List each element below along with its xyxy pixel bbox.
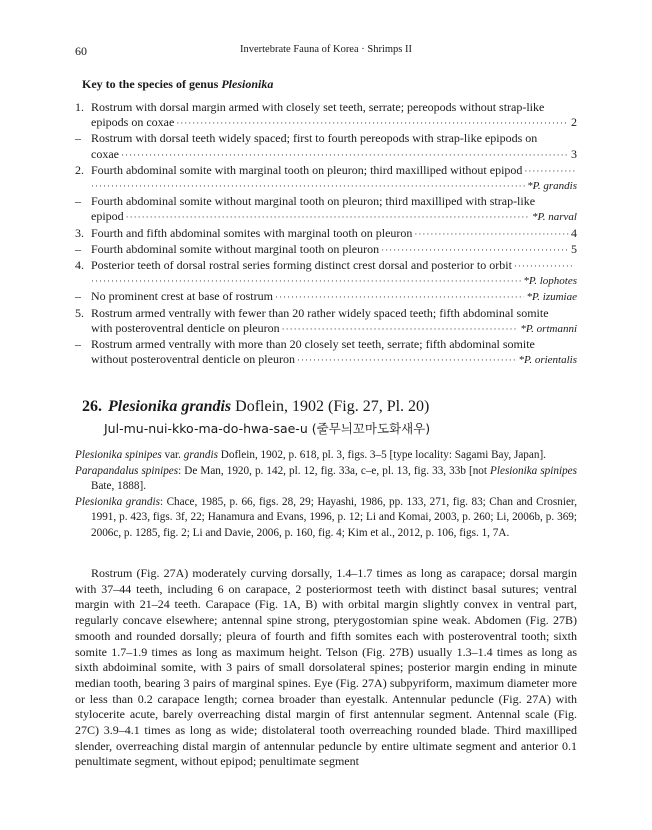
running-title: Invertebrate Fauna of Korea · Shrimps II [239,44,413,55]
leader-dots [126,210,530,225]
couplet-result: *P. ortmanni [520,322,577,335]
leader-dots [514,259,575,274]
synonym-taxon: grandis [183,449,218,461]
couplet-lead: without posteroventral denticle on pleuron [91,352,295,367]
key-title-prefix: Key to the species of genus [82,77,222,91]
couplet-result: *P. lophotes [523,275,577,288]
couplet-result: *P. orientalis [518,354,577,367]
key-couplet [75,258,577,289]
couplet-result: 3 [571,146,577,161]
couplet-lead: epipod [91,209,124,224]
couplet-lead: Fourth abdominal somite with marginal tooth on pleuron; third maxilliped without epipod [91,162,523,177]
synonymy-entry [75,448,577,464]
leader-dots [91,274,521,289]
couplet-result: *P. narval [531,211,577,224]
key-title [82,77,273,92]
couplet-text: Rostrum with dorsal teeth widely spaced; first to fourth pereopods with strap-like epipods on [91,131,538,146]
synonymy-entry [75,495,577,542]
identification-key [75,100,577,368]
key-couplet [75,100,577,131]
key-couplet [75,289,577,305]
key-couplet [75,163,577,194]
couplet-lead: epipods on coxae [91,115,175,130]
couplet-result: *P. izumiae [526,291,577,304]
korean-common-name: Jul-mu-nui-kko-ma-do-hwa-sae-u (줄무늬꼬마도화새우) [104,421,431,436]
leader-dots [176,116,569,131]
synonymy-list [75,448,577,542]
synonym-text: : Chace, 1985, p. 66, figs. 28, 29; Hayashi, 1986, pp. 133, 271, fig. 83; Chan and Crosnier, 1991, p. 423, figs. 3f, 22; Hanamura and Evans, 1996, p. 12; Li and Komai, 2003, p. 260; Li, 2006b, p. 369; 2006c, p. 1285, fig. 2; Li and Davie, 2006, p. 160, fig. 4; Kim et al., 2012, p. 106, figs. 1, 7A. [91,495,577,539]
couplet-mark: 5. [75,305,84,320]
synonym-taxon: Plesionika grandis [75,495,160,508]
synonym-text: : De Man, 1920, p. 142, pl. 12, fig. 33a, c–e, pl. 13, fig. 33, 33b [not [178,464,491,477]
couplet-lead: No prominent crest at base of rostrum [91,289,273,304]
synonym-taxon: Parapandalus spinipes [75,464,179,477]
couplet-mark: – [75,194,81,209]
key-couplet [75,131,577,162]
couplet-lead: with posteroventral denticle on pleuron [91,320,280,335]
species-heading [82,398,429,416]
couplet-lead: Fourth abdominal somite without marginal tooth on pleuron [91,241,380,256]
couplet-mark: – [75,131,81,146]
synonym-taxon: Plesionika spinipes [75,449,162,461]
couplet-text: Rostrum with dorsal margin armed with closely set teeth, serrate; pereopods without strap-like [91,100,545,114]
couplet-lead: coxae [91,146,119,161]
leader-dots [282,322,519,337]
leader-dots [275,290,525,305]
couplet-mark: – [75,241,81,256]
couplet-text: Rostrum armed ventrally with more than 20 closely set teeth, serrate; fifth abdominal somite [91,337,535,352]
couplet-mark: – [75,337,81,352]
couplet-mark: – [75,289,81,304]
couplet-mark: 2. [75,162,84,177]
species-number: 26. [82,398,102,415]
species-name: Plesionika grandis [108,398,232,415]
couplet-result: 4 [571,225,577,240]
leader-dots [297,353,517,368]
synonymy-entry [75,464,577,495]
key-couplet [75,226,577,242]
leader-dots [91,179,525,194]
key-couplet [75,242,577,258]
couplet-lead: Posterior teeth of dorsal rostral series forming distinct crest dorsal and posterior to orbit [91,258,512,273]
leader-dots [414,227,569,242]
couplet-lead: Fourth and fifth abdominal somites with marginal tooth on pleuron [91,225,413,240]
species-authority: Doflein, 1902 (Fig. 27, Pl. 20) [235,398,430,415]
leader-dots [121,148,569,163]
couplet-mark: 4. [75,258,84,273]
synonym-text: Bate, 1888]. [91,480,146,493]
key-title-genus: Plesionika [221,77,274,91]
couplet-result: 2 [571,115,577,130]
synonym-text: var. [161,449,184,461]
synonym-taxon: Plesionika spinipes [490,464,577,477]
key-couplet [75,194,577,225]
couplet-mark: 3. [75,225,84,240]
description-paragraph: Rostrum (Fig. 27A) moderately curving dorsally, 1.4–1.7 times as long as carapace; dorsal margin with 37–44 teeth, including 6 on carapace, 2 posteriormost teeth with distinct basal sutures; ventral margin with 21–24 teeth. Carapace (Fig. 1A, B) with orbital margin slightly convex in ventral part, regularly concave elsewhere; antennal spine strong, pterygostomian spine weak. Abdomen (Fig. 27B) smooth and rounded dorsally; pleura of fourth and fifth somites each with posteroventral tooth; sixth somite 1.7–1.9 times as long as maximum height. Telson (Fig. 27B) usually 1.3–1.4 times as long as sixth abdoiminal somite, with 3 pairs of small dorsolateral spines; posterior margin ending in minute median tooth, bearing 3 pairs of marginal spines. Eye (Fig. 27A) subpyriform, maximum diameter more or less than 0.2 carapace length; cornea broader than eyestalk. Antennular peduncle (Fig. 27A) with stylocerite acute, barely overreaching distal margin of first antennular segment. Antennal scale (Fig. 27C) 3.9–4.1 times as long as wide; distolateral tooth overreaching rounded blade. Third maxilliped slender, overreaching distal margin of antennular peduncle by entire ultimate segment and anterior 0.1 penultimate segment, without epipod; penultimate segment [75,566,577,769]
synonym-text: Doflein, 1902, p. 618, pl. 3, figs. 3–5 [type locality: Sagami Bay, Japan]. [217,449,546,461]
leader-dots [524,164,575,179]
description-body [75,566,577,770]
couplet-text: Fourth abdominal somite without marginal tooth on pleuron; third maxilliped with strap-like [91,194,536,209]
key-couplet [75,337,577,368]
couplet-result: *P. grandis [527,180,577,193]
couplet-result: 5 [571,241,577,256]
couplet-mark: 1. [75,100,84,114]
couplet-text: Rostrum armed ventrally with fewer than 20 rather widely spaced teeth; fifth abdominal somite [91,305,549,320]
key-couplet [75,306,577,337]
leader-dots [381,243,569,258]
page-header [75,44,577,58]
page-number: 60 [75,44,87,58]
